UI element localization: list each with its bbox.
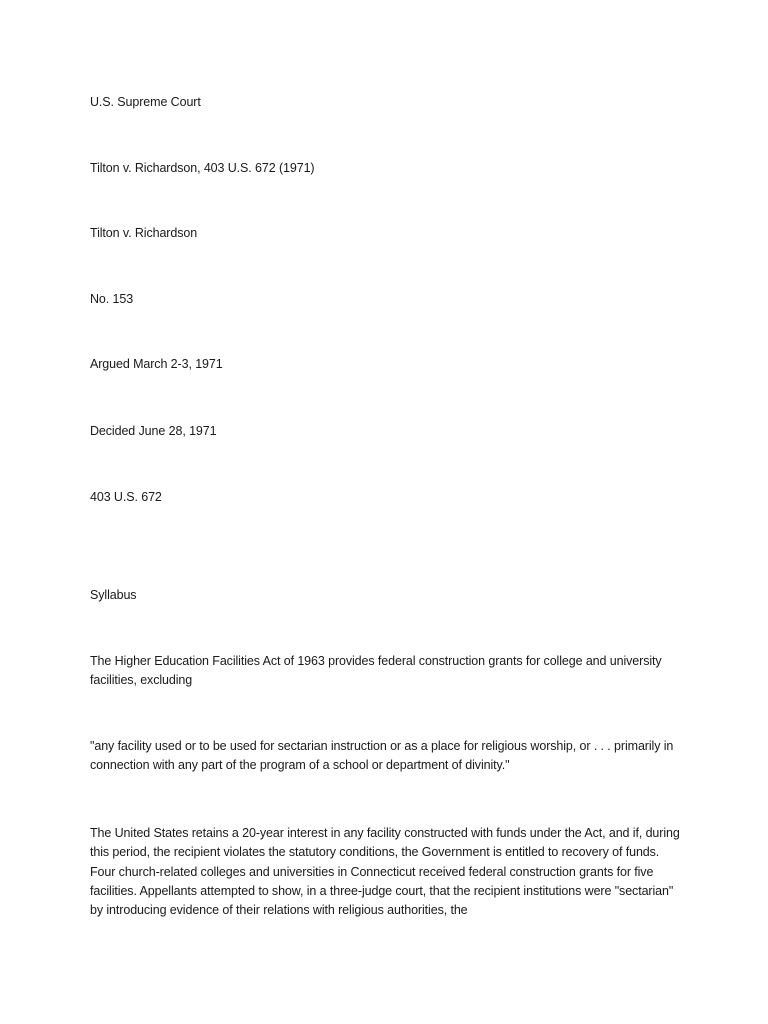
docket-number: No. 153 — [90, 292, 134, 306]
decided-date: Decided June 28, 1971 — [90, 424, 217, 438]
reporter-citation: 403 U.S. 672 — [90, 490, 162, 504]
paragraph-3: The United States retains a 20-year interest in any facility constructed with funds under the Act, and if, during this period, the recipient violates the statutory conditions, the Government is entitled to recovery of funds. Four church-related colleges and universities in Connecticut received federal construction grants for five facilities. Appellants attempted to show, in a three-judge court, that the recipient institutions were "sectarian" by introducing evidence of their relations with religious authorities, the — [90, 826, 680, 918]
court-name: U.S. Supreme Court — [90, 95, 201, 109]
section-heading: Syllabus — [90, 588, 137, 602]
paragraph-1: The Higher Education Facilities Act of 1963 provides federal construction grants for college and university facilities, excluding — [90, 654, 662, 688]
paragraph-2: "any facility used or to be used for sectarian instruction or as a place for religious worship, or . . . primarily in connection with any part of the program of a school or department of divinity." — [90, 739, 674, 773]
argued-date: Argued March 2-3, 1971 — [90, 357, 223, 371]
case-name: Tilton v. Richardson — [90, 226, 198, 240]
case-citation: Tilton v. Richardson, 403 U.S. 672 (1971) — [90, 161, 315, 175]
